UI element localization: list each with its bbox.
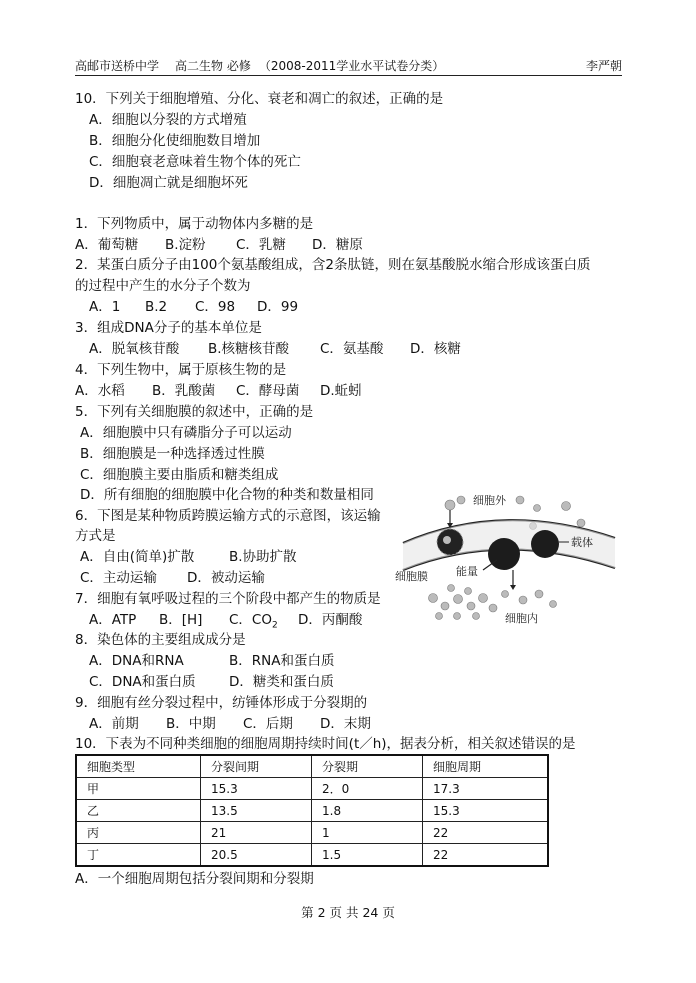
table-header-cell: 细胞周期 (423, 755, 549, 778)
q6-option-b: B.协助扩散 (229, 549, 297, 565)
q8-stem: 8．染色体的主要组成成分是 (75, 632, 246, 648)
q6-option-d: D．被动运输 (187, 570, 265, 586)
q6-option-c: C．主动运输 (80, 570, 157, 586)
header-author: 李严朝 (585, 59, 622, 73)
membrane-transport-diagram (393, 488, 618, 633)
q8-option-c: C．DNA和蛋白质 (89, 674, 196, 690)
carrier-protein-3 (531, 530, 559, 558)
table-cell: 20.5 (201, 844, 312, 867)
q2-option-c: C．98 (195, 299, 236, 315)
q7-option-a: A．ATP (89, 612, 137, 628)
table-cell: 乙 (76, 800, 201, 822)
page-header (75, 55, 622, 76)
table-cell: 1 (312, 822, 423, 844)
q9-option-d: D．末期 (320, 716, 371, 732)
header-note: （2008-2011学业水平试卷分类） (258, 59, 445, 73)
q5-option-c: C．细胞膜主要由脂质和糖类组成 (80, 467, 279, 483)
q5-stem: 5．下列有关细胞膜的叙述中，正确的是 (75, 404, 314, 420)
table-cell: 13.5 (201, 800, 312, 822)
table-cell: 22 (423, 844, 549, 867)
table-cell: 15.3 (201, 778, 312, 800)
q10a-option-c: C．细胞衰老意味着生物个体的死亡 (89, 154, 301, 170)
q6-stem-line1: 6．下图是某种物质跨膜运输方式的示意图，该运输 (75, 508, 381, 524)
table-row (76, 844, 548, 867)
table-cell: 15.3 (423, 800, 549, 822)
table-cell: 1.8 (312, 800, 423, 822)
q10a-option-a: A．细胞以分裂的方式增殖 (89, 112, 247, 128)
q1-stem: 1．下列物质中，属于动物体内多糖的是 (75, 216, 314, 232)
cell-cycle-table (75, 754, 549, 867)
q2-option-d: D．99 (257, 299, 299, 315)
page-footer: 第 2 页 共 24 页 (301, 905, 395, 920)
q10b-stem: 10．下表为不同种类细胞的细胞周期持续时间(t／h)，据表分析，相关叙述错误的是 (75, 736, 576, 752)
q3-option-c: C．氨基酸 (320, 341, 384, 357)
q8-option-a: A．DNA和RNA (89, 653, 184, 669)
table-header-cell: 分裂期 (312, 755, 423, 778)
q10a-stem: 10．下列关于细胞增殖、分化、衰老和凋亡的叙述，正确的是 (75, 91, 444, 107)
q8-option-b: B．RNA和蛋白质 (229, 653, 335, 669)
q9-option-b: B．中期 (166, 716, 216, 732)
header-left (75, 57, 444, 74)
label-membrane: 细胞膜 (395, 570, 428, 583)
q7-option-c-text: C．CO (229, 612, 272, 628)
q7-option-b: B．[H] (159, 612, 203, 628)
table-cell: 甲 (76, 778, 201, 800)
q2-option-a: A．1 (89, 299, 121, 315)
q10a-option-d: D．细胞凋亡就是细胞坏死 (89, 175, 248, 191)
q4-option-c: C．酵母菌 (236, 383, 300, 399)
q7-option-d: D．丙酮酸 (298, 612, 363, 628)
table-cell: 丁 (76, 844, 201, 867)
q4-stem: 4．下列生物中，属于原核生物的是 (75, 362, 287, 378)
q4-option-a: A．水稻 (75, 383, 125, 399)
q2-stem-line2: 的过程中产生的水分子个数为 (75, 278, 251, 294)
q10a-option-b: B．细胞分化使细胞数目增加 (89, 133, 261, 149)
q3-option-b: B.核糖核苷酸 (208, 341, 290, 357)
q3-option-d: D．核糖 (410, 341, 461, 357)
carrier-protein-2 (488, 538, 520, 570)
q5-option-a: A．细胞膜中只有磷脂分子可以运动 (80, 425, 292, 441)
q1-option-a: A．葡萄糖 (75, 237, 139, 253)
table-header-cell: 细胞类型 (76, 755, 201, 778)
q2-option-b: B.2 (145, 299, 168, 315)
table-row (76, 822, 548, 844)
table-cell: 1.5 (312, 844, 423, 867)
q9-option-c: C．后期 (243, 716, 293, 732)
q1-option-d: D．糖原 (312, 237, 363, 253)
q7-option-c-subscript: 2 (271, 620, 278, 631)
q7-stem: 7．细胞有氧呼吸过程的三个阶段中都产生的物质是 (75, 591, 381, 607)
q6-option-a: A．自由(简单)扩散 (80, 549, 195, 565)
table-cell: 21 (201, 822, 312, 844)
q4-option-d: D.蚯蚓 (320, 383, 362, 399)
header-school: 高邮市送桥中学 (75, 59, 160, 73)
label-carrier: 载体 (571, 536, 593, 549)
q9-option-a: A．前期 (89, 716, 139, 732)
label-outside: 细胞外 (473, 494, 506, 507)
q3-option-a: A．脱氧核苷酸 (89, 341, 180, 357)
particle-bound-1 (443, 536, 451, 544)
q1-option-b: B.淀粉 (165, 237, 206, 253)
table-cell: 22 (423, 822, 549, 844)
header-subject: 高二生物 必修 (175, 59, 251, 73)
q6-stem-line2: 方式是 (75, 528, 116, 544)
q8-option-d: D．糖类和蛋白质 (229, 674, 334, 690)
q3-stem: 3．组成DNA分子的基本单位是 (75, 320, 262, 336)
q2-stem-line1: 2．某蛋白质分子由100个氨基酸组成，含2条肽链，则在氨基酸脱水缩合形成该蛋白质 (75, 257, 591, 273)
q1-option-c: C．乳糖 (236, 237, 286, 253)
table-row (76, 778, 548, 800)
table-header-cell: 分裂间期 (201, 755, 312, 778)
table-cell: 17.3 (423, 778, 549, 800)
label-inside: 细胞内 (505, 612, 538, 625)
table-header-row (76, 755, 548, 778)
q4-option-b: B．乳酸菌 (152, 383, 216, 399)
table-cell: 2．0 (312, 778, 423, 800)
q10b-option-a: A．一个细胞周期包括分裂间期和分裂期 (75, 871, 314, 887)
table-row (76, 800, 548, 822)
q5-option-d: D．所有细胞的细胞膜中化合物的种类和数量相同 (80, 487, 374, 503)
label-energy: 能量 (456, 565, 478, 578)
table-cell: 丙 (76, 822, 201, 844)
q9-stem: 9．细胞有丝分裂过程中，纺锤体形成于分裂期的 (75, 695, 368, 711)
q5-option-b: B．细胞膜是一种选择透过性膜 (80, 446, 265, 462)
